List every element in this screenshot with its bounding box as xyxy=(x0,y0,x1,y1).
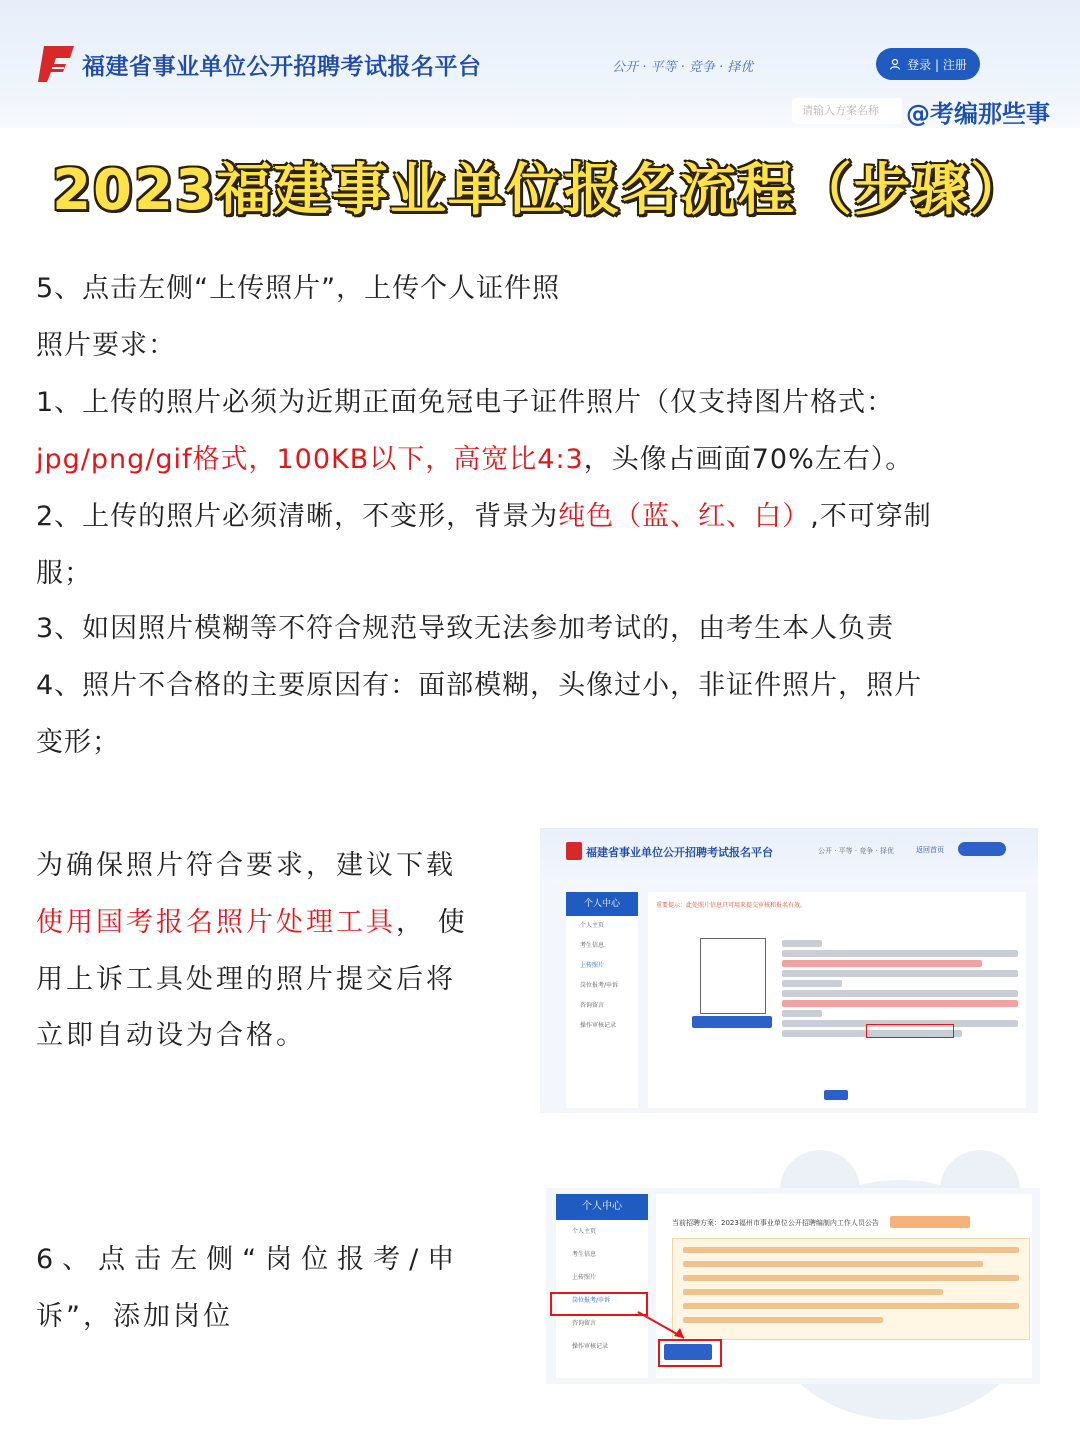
arrow-icon xyxy=(546,1188,1040,1384)
screenshot-home-link[interactable]: 返回首页 xyxy=(916,846,944,854)
sidebar-item-apply-position[interactable]: 岗位报考/申诉 xyxy=(580,982,619,989)
tool-note-line4: 立即自动设为合格。 xyxy=(36,1020,306,1051)
sidebar-item-audit-log[interactable]: 操作审核记录 xyxy=(572,1343,609,1350)
tool-note-line3: 用上诉工具处理的照片提交后将 xyxy=(36,964,456,995)
platform-logo-icon xyxy=(566,842,582,860)
requirement-4: 4、照片不合格的主要原因有：面部模糊，头像过小，非证件照片，照片 xyxy=(36,670,923,701)
photo-requirements-title: 照片要求： xyxy=(36,330,176,361)
photo-preview-frame xyxy=(700,938,766,1014)
upload-photo-screenshot xyxy=(540,828,1038,1113)
sidebar-item-consult[interactable]: 咨询留言 xyxy=(580,1002,605,1009)
screenshot-sidebar xyxy=(566,892,638,1108)
requirement-1-format: jpg/png/gif格式，100KB以下，高宽比4:3 xyxy=(36,444,584,475)
sidebar-item-home[interactable]: 个人主页 xyxy=(572,1228,597,1235)
scheme-search-input[interactable]: 请输入方案名称 xyxy=(792,98,902,124)
screenshot-slogan: 公开 · 平等 · 竞争 · 择优 xyxy=(818,847,895,855)
login-register-button[interactable] xyxy=(876,48,980,80)
current-scheme-text: 当前招聘方案：2023福州市事业单位公开招聘编制内工作人员公告 xyxy=(672,1219,879,1227)
site-slogan: 公开 · 平等 · 竞争 · 择优 xyxy=(612,60,754,75)
sidebar-item-candidate-info[interactable]: 考生信息 xyxy=(572,1251,597,1258)
step6-line1: 6、点击左侧“岗位报考/申 xyxy=(36,1244,464,1275)
requirement-2-text-end: ,不可穿制 xyxy=(810,501,932,532)
requirement-1-rest: ，头像占画面70%左右）。 xyxy=(583,444,914,475)
author-watermark: @考编那些事 xyxy=(906,100,1050,128)
screenshot-user-pill[interactable] xyxy=(958,842,1006,856)
sidebar-item-consult[interactable]: 咨询留言 xyxy=(572,1320,597,1327)
photo-tool-link[interactable]: 使用国考报名照片处理工具 xyxy=(36,907,396,938)
sidebar-header: 个人中心 xyxy=(556,1194,648,1220)
upload-photo-button[interactable] xyxy=(692,1016,772,1028)
platform-logo-icon xyxy=(38,44,76,84)
requirement-2-background: 纯色（蓝、红、白） xyxy=(558,501,811,532)
save-button[interactable] xyxy=(824,1090,848,1100)
site-header xyxy=(0,0,1080,128)
tool-note-line1: 为确保照片符合要求，建议下载 xyxy=(36,850,456,881)
page-title: 2023福建事业单位报名流程（步骤） xyxy=(52,158,1028,223)
tool-link-highlight xyxy=(866,1024,954,1038)
site-title: 福建省事业单位公开招聘考试报名平台 xyxy=(82,54,482,80)
requirement-2-text: 2、上传的照片必须清晰，不变形，背景为 xyxy=(36,501,559,532)
screenshot-main-panel xyxy=(648,892,1026,1108)
apply-position-screenshot xyxy=(546,1188,1040,1384)
user-icon xyxy=(889,58,901,70)
tool-note-line2-rest: ， 使 xyxy=(396,907,468,938)
sidebar-item-upload-photo[interactable]: 上传照片 xyxy=(572,1274,597,1281)
sidebar-item-audit-log[interactable]: 操作审核记录 xyxy=(580,1022,617,1029)
step5-heading: 5、点击左侧“上传照片”，上传个人证件照 xyxy=(36,273,561,304)
screenshot-warning: 重要提示：此处照片信息只可用来提交审核和报名有效。 xyxy=(656,902,807,909)
step6-line2: 诉”，添加岗位 xyxy=(36,1301,233,1332)
requirement-3: 3、如因照片模糊等不符合规范导致无法参加考试的，由考生本人负责 xyxy=(36,613,895,644)
screenshot-header xyxy=(540,828,1038,883)
sidebar-item-apply-position[interactable]: 岗位报考/申诉 xyxy=(572,1297,611,1304)
sidebar-header: 个人中心 xyxy=(566,892,638,916)
sidebar-item-home[interactable]: 个人主页 xyxy=(580,922,605,929)
screenshot-site-title: 福建省事业单位公开招聘考试报名平台 xyxy=(586,846,773,859)
tool-note-line2 xyxy=(36,900,468,939)
requirement-2-cont: 服； xyxy=(36,558,92,589)
sidebar-item-candidate-info[interactable]: 考生信息 xyxy=(580,942,605,949)
requirement-1: 1、上传的照片必须为近期正面免冠电子证件照片（仅支持图片格式： xyxy=(36,387,895,418)
requirement-4-cont: 变形； xyxy=(36,727,120,758)
sidebar-item-upload-photo[interactable]: 上传照片 xyxy=(580,962,605,969)
login-register-label: 登录 | 注册 xyxy=(907,57,967,72)
requirement-2 xyxy=(36,494,932,533)
requirement-1-cont xyxy=(36,437,913,476)
